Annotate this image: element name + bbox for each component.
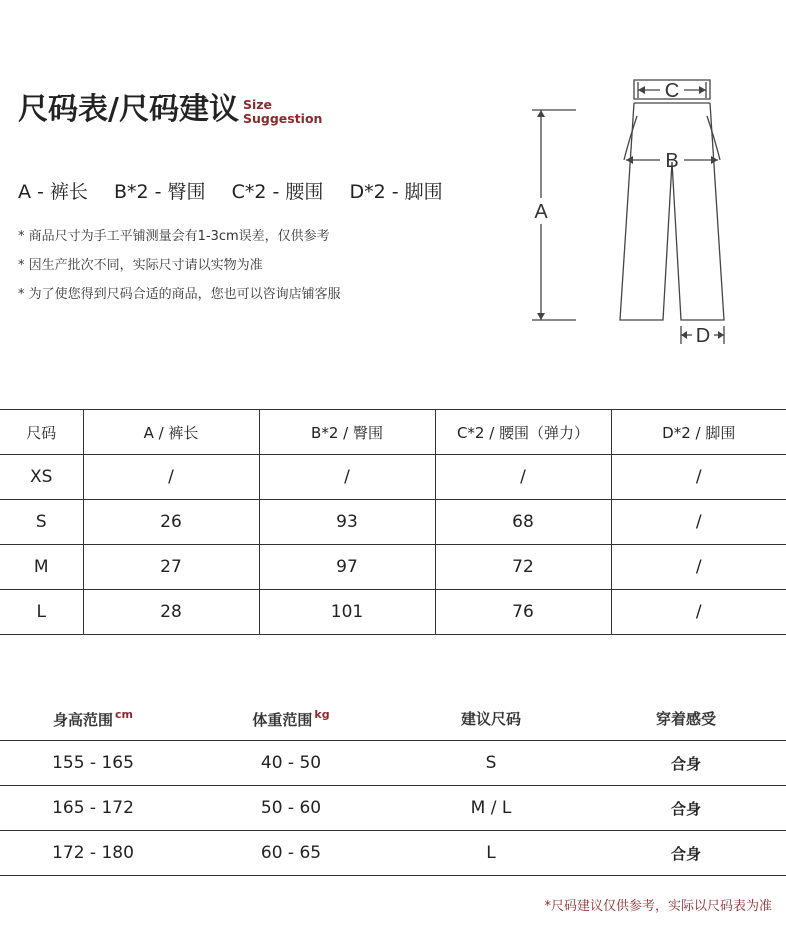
label-b: B — [665, 150, 679, 172]
cell-size: S — [0, 500, 83, 545]
table-row — [0, 786, 786, 831]
cell-fit: 合身 — [586, 831, 786, 876]
cell-waist: 76 — [435, 590, 611, 635]
header-weight-label: 体重范围 — [252, 710, 313, 729]
pants-diagram — [0, 0, 786, 360]
measure-a: A - 裤长 — [18, 181, 88, 203]
pants-outline — [620, 103, 724, 320]
header-weight — [186, 697, 396, 741]
cell-size: M — [0, 545, 83, 590]
header-size: 尺码 — [0, 410, 83, 455]
title-english-line2: Suggestion — [242, 111, 323, 126]
table-row — [0, 590, 786, 635]
cell-length: / — [83, 455, 259, 500]
measure-b: B*2 - 臀围 — [113, 181, 206, 203]
cell-size: L — [0, 590, 83, 635]
cell-hip: 101 — [259, 590, 435, 635]
table-row — [0, 455, 786, 500]
cell-length: 27 — [83, 545, 259, 590]
measure-d: D*2 - 脚围 — [349, 181, 443, 203]
unit-kg: kg — [314, 707, 330, 721]
note-item: * 商品尺寸为手工平铺测量会有1-3cm误差，仅供参考 — [18, 229, 330, 244]
cell-hem: / — [611, 545, 786, 590]
header-height-label: 身高范围 — [53, 710, 114, 729]
cell-recommended-size: S — [396, 741, 586, 786]
footnote: *尺码建议仅供参考，实际以尺码表为准 — [544, 899, 772, 914]
header-height — [0, 697, 186, 741]
cell-hip: 93 — [259, 500, 435, 545]
cell-waist: / — [435, 455, 611, 500]
label-d: D — [695, 325, 711, 347]
cell-recommended-size: L — [396, 831, 586, 876]
size-table — [0, 409, 786, 635]
cell-hip: / — [259, 455, 435, 500]
arrow-d-left — [681, 331, 687, 339]
arrow-c-left — [638, 86, 645, 94]
table-row — [0, 500, 786, 545]
table-row — [0, 741, 786, 786]
cell-hem: / — [611, 500, 786, 545]
cell-length: 28 — [83, 590, 259, 635]
title-chinese: 尺码表/尺码建议 — [18, 92, 239, 127]
cell-hem: / — [611, 590, 786, 635]
table-row — [0, 831, 786, 876]
measure-c: C*2 - 腰围 — [231, 181, 324, 203]
cell-recommended-size: M / L — [396, 786, 586, 831]
recommend-table-header — [0, 697, 786, 741]
table-row — [0, 545, 786, 590]
cell-weight: 60 - 65 — [186, 831, 396, 876]
note-item: * 为了使您得到尺码合适的商品，您也可以咨询店铺客服 — [18, 287, 341, 302]
cell-length: 26 — [83, 500, 259, 545]
title-english-line1: Size — [242, 97, 273, 112]
cell-size: XS — [0, 455, 83, 500]
cell-weight: 50 - 60 — [186, 786, 396, 831]
arrow-a-top — [537, 110, 545, 117]
header-length: A / 裤长 — [83, 410, 259, 455]
arrow-c-right — [699, 86, 706, 94]
cell-weight: 40 - 50 — [186, 741, 396, 786]
header-fit: 穿着感受 — [586, 697, 786, 741]
cell-waist: 72 — [435, 545, 611, 590]
cell-waist: 68 — [435, 500, 611, 545]
unit-cm: cm — [115, 707, 133, 721]
arrow-a-bottom — [537, 313, 545, 320]
cell-fit: 合身 — [586, 741, 786, 786]
cell-fit: 合身 — [586, 786, 786, 831]
label-c: C — [664, 80, 680, 102]
label-a: A — [534, 201, 548, 223]
header-hip: B*2 / 臀围 — [259, 410, 435, 455]
cell-height: 165 - 172 — [0, 786, 186, 831]
cell-height: 155 - 165 — [0, 741, 186, 786]
cell-height: 172 - 180 — [0, 831, 186, 876]
arrow-d-right — [718, 331, 724, 339]
header-hem: D*2 / 脚围 — [611, 410, 786, 455]
cell-hip: 97 — [259, 545, 435, 590]
note-item: * 因生产批次不同，实际尺寸请以实物为准 — [18, 258, 263, 273]
size-table-header — [0, 410, 786, 455]
header-waist: C*2 / 腰围（弹力） — [435, 410, 611, 455]
header-recommended-size: 建议尺码 — [396, 697, 586, 741]
cell-hem: / — [611, 455, 786, 500]
recommend-table — [0, 697, 786, 876]
